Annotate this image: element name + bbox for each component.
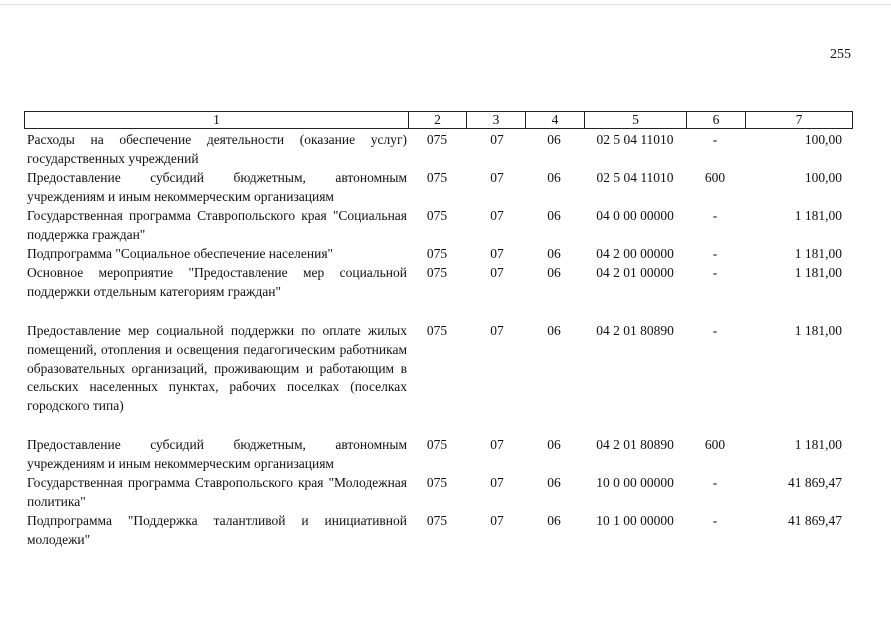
scan-edge-line (0, 4, 891, 5)
row-name: Предоставление субсидий бюджетным, автономным учреждениям и иным некоммерческим организациям (27, 170, 407, 204)
row-col-5: 02 5 04 11010 (596, 170, 674, 185)
row-name: Предоставление мер социальной поддержки по оплате жилых помещений, отопления и освещения педагогическим работникам образовательных организаций, проживающим и работающим в сельских населенных пунктах, рабочих поселках (поселках городского типа) (27, 323, 407, 414)
row-col-5: 02 5 04 11010 (596, 132, 674, 147)
row-col-6: - (712, 208, 718, 223)
row-name: Расходы на обеспечение деятельности (оказание услуг) государственных учреждений (27, 132, 407, 166)
row-col-4: 06 (547, 132, 561, 147)
row-name: Государственная программа Ставропольского края "Молодежная политика" (27, 475, 407, 509)
row-amount: 1 181,00 (794, 323, 842, 338)
row-col-4: 06 (547, 170, 561, 185)
row-col-2: 075 (426, 265, 448, 280)
row-col-3: 07 (490, 246, 504, 261)
row-col-5: 04 2 01 00000 (596, 265, 674, 280)
row-amount: 1 181,00 (794, 265, 842, 280)
row-name: Основное мероприятие "Предоставление мер социальной поддержки отдельным категориям граждан" (27, 265, 407, 299)
row-name: Предоставление субсидий бюджетным, автономным учреждениям и иным некоммерческим организациям (27, 437, 407, 471)
row-col-5: 10 1 00 00000 (596, 513, 674, 528)
row-name: Государственная программа Ставропольского края "Социальная поддержка граждан" (27, 208, 407, 242)
row-col-3: 07 (490, 265, 504, 280)
row-col-6: - (712, 513, 718, 528)
row-col-6: 600 (704, 170, 726, 185)
row-col-6: - (712, 265, 718, 280)
row-amount: 41 869,47 (788, 475, 842, 490)
row-col-2: 075 (426, 323, 448, 338)
header-cell-5: 5 (584, 111, 687, 129)
header-cell-2: 2 (408, 111, 467, 129)
header-cell-3: 3 (466, 111, 526, 129)
row-col-2: 075 (426, 513, 448, 528)
row-col-4: 06 (547, 246, 561, 261)
row-col-3: 07 (490, 132, 504, 147)
row-col-5: 04 0 00 00000 (596, 208, 674, 223)
row-col-3: 07 (490, 208, 504, 223)
row-col-4: 06 (547, 208, 561, 223)
row-col-3: 07 (490, 513, 504, 528)
row-amount: 1 181,00 (794, 437, 842, 452)
row-amount: 1 181,00 (794, 208, 842, 223)
row-col-3: 07 (490, 437, 504, 452)
row-col-2: 075 (426, 246, 448, 261)
row-col-3: 07 (490, 323, 504, 338)
row-name: Подпрограмма "Социальное обеспечение населения" (27, 246, 334, 261)
row-col-2: 075 (426, 170, 448, 185)
row-col-6: - (712, 475, 718, 490)
header-cell-7: 7 (745, 111, 853, 129)
row-col-3: 07 (490, 475, 504, 490)
row-name: Подпрограмма "Поддержка талантливой и инициативной молодежи" (27, 513, 407, 547)
row-col-3: 07 (490, 170, 504, 185)
row-col-6: 600 (704, 437, 726, 452)
row-col-5: 10 0 00 00000 (596, 475, 674, 490)
row-amount: 41 869,47 (788, 513, 842, 528)
page-number: 255 (830, 47, 851, 62)
row-amount: 100,00 (804, 170, 842, 185)
row-col-6: - (712, 246, 718, 261)
row-amount: 100,00 (804, 132, 842, 147)
row-amount: 1 181,00 (794, 246, 842, 261)
row-col-2: 075 (426, 437, 448, 452)
row-col-2: 075 (426, 475, 448, 490)
row-col-6: - (712, 132, 718, 147)
row-col-4: 06 (547, 265, 561, 280)
row-col-5: 04 2 00 00000 (596, 246, 674, 261)
row-col-2: 075 (426, 208, 448, 223)
row-col-4: 06 (547, 475, 561, 490)
row-col-4: 06 (547, 437, 561, 452)
row-col-5: 04 2 01 80890 (596, 437, 674, 452)
row-col-6: - (712, 323, 718, 338)
row-col-5: 04 2 01 80890 (596, 323, 674, 338)
header-cell-6: 6 (686, 111, 746, 129)
header-cell-4: 4 (525, 111, 585, 129)
row-col-2: 075 (426, 132, 448, 147)
row-col-4: 06 (547, 323, 561, 338)
row-col-4: 06 (547, 513, 561, 528)
header-cell-1: 1 (24, 111, 409, 129)
